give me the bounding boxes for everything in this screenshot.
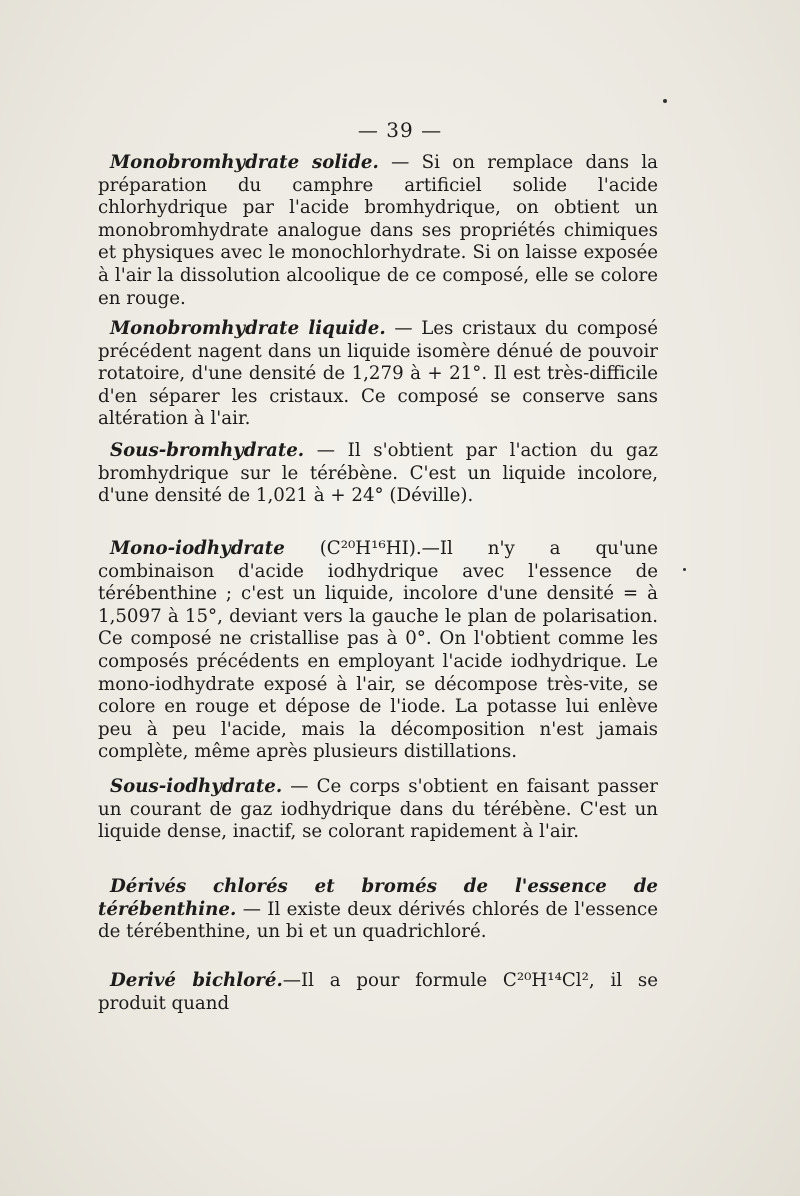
paragraph-monobromhydrate-solide — [98, 152, 658, 310]
paragraph-mono-iodhydrate — [98, 538, 658, 764]
paragraph-monobromhydrate-liquide — [98, 318, 658, 431]
paragraph-text: — Il s'obtient par l'action du gaz bromhydrique sur le térébène. C'est un liquide incolore, d'une densité de 1,021 à + 24° (Déville). — [98, 440, 658, 507]
paragraph-title: Monobromhydrate solide. — [110, 152, 379, 173]
paragraph-title: Sous-iodhydrate. — [110, 776, 283, 797]
page-number: — 39 — — [357, 118, 443, 142]
paragraph-title: Derivé bichloré. — [110, 970, 283, 991]
paragraph-text: — Les cristaux du composé précédent nagent dans un liquide isomère dénué de pouvoir rotatoire, d'une densité de 1,279 à + 21°. Il est très-difficile d'en séparer les cristaux. Ce composé se conserve sans altération à l'air. — [98, 318, 658, 430]
paragraph-sous-bromhydrate — [98, 440, 658, 508]
ink-speck — [663, 99, 667, 103]
paragraph-text: — Si on remplace dans la préparation du camphre artificiel solide l'acide chlorhydrique par l'acide bromhydrique, on obtient un monobromhydrate analogue dans ses propriétés chimiques et physiques avec le monochlorhydrate. Si on laisse exposée à l'air la dissolution alcoolique de ce composé, elle se colore en rouge. — [98, 152, 659, 309]
ink-speck — [683, 568, 686, 571]
paragraph-title: Monobromhydrate liquide. — [110, 318, 386, 339]
paragraph-text: —Il a pour formule C²⁰H¹⁴Cl², il se produit quand — [98, 970, 658, 1014]
paragraph-text: — Ce corps s'obtient en faisant passer un courant de gaz iodhydrique dans du térébène. C'est un liquide dense, inactif, se colorant rapidement à l'air. — [98, 776, 658, 843]
paragraph-text: (C²⁰H¹⁶HI).—Il n'y a qu'une combinaison d'acide iodhydrique avec l'essence de térébenthine ; c'est un liquide, incolore d'une densité = à 1,5097 à 15°, deviant vers la gauche le plan de polarisation. Ce composé ne cristallise pas à 0°. On l'obtient comme les composés précédents en employant l'acide iodhydrique. Le mono-iodhydrate exposé à l'air, se décompose très-vite, se colore en rouge et dépose de l'iode. La potasse lui enlève peu à peu l'acide, mais la décomposition n'est jamais complète, même après plusieurs distillations. — [98, 538, 658, 763]
paragraph-derives-chlores — [98, 876, 658, 944]
paragraph-sous-iodhydrate — [98, 776, 658, 844]
paragraph-text: — Il existe deux dérivés chlorés de l'essence de térébenthine, un bi et un quadrichloré. — [98, 898, 658, 943]
paragraph-title: Sous-bromhydrate. — [110, 440, 305, 461]
paragraph-title: Dérivés chlorés et bromés de l'essence de térébenthine. — [98, 876, 658, 920]
paragraph-derive-bichlore — [98, 970, 658, 1015]
paragraph-title: Mono-iodhydrate — [110, 538, 285, 559]
